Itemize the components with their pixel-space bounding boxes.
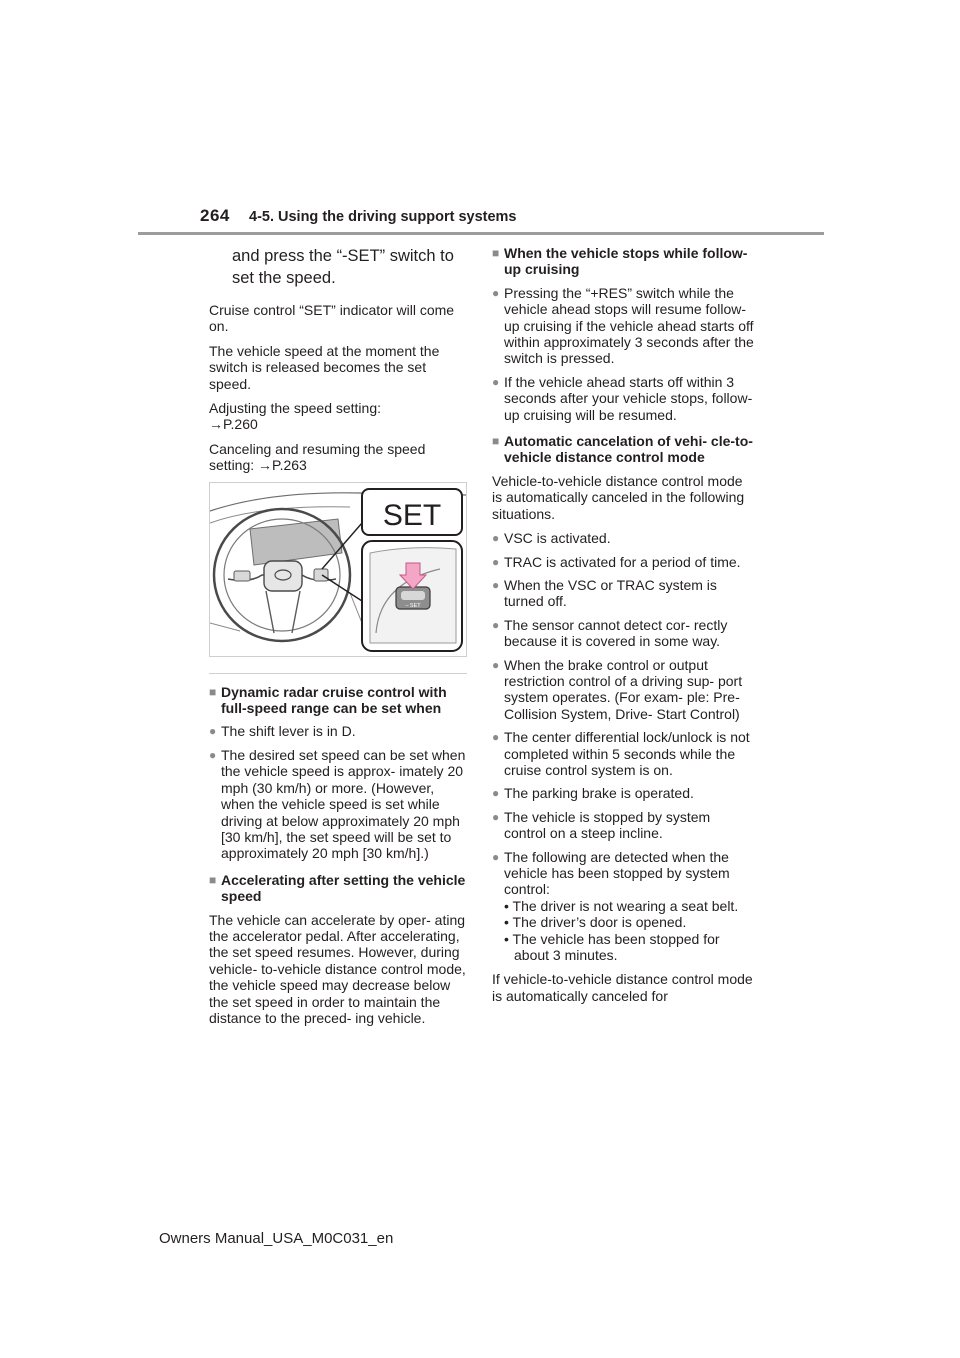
heading-text: Accelerating after setting the vehicle speed <box>221 871 466 905</box>
list-item <box>492 577 754 610</box>
page-reference-link[interactable] <box>209 416 258 432</box>
list-item <box>492 374 754 423</box>
section-heading <box>492 433 754 466</box>
list-item <box>209 747 469 862</box>
page-reference-link[interactable] <box>258 457 307 473</box>
bullet-icon: ● <box>492 577 500 592</box>
list-item <box>492 785 754 801</box>
list-item-text: The shift lever is in D. <box>221 723 356 740</box>
list-item <box>492 617 754 650</box>
square-bullet-icon: ■ <box>492 246 500 260</box>
list-item-text: The center differential lock/unlock is not completed within 5 seconds while the cruise control system is on. <box>504 729 750 778</box>
list-item <box>209 723 469 739</box>
section-heading <box>492 245 754 278</box>
list-item-text: The desired set speed can be set when the vehicle speed is approx- imately 20 mph (30 km/h) or more. (However, when the vehicle speed is set while driving at below approximately 20 mph [30 km/h], the set speed will be set to approximately 20 mph [30 km/h].) <box>221 746 466 862</box>
bullet-icon: ● <box>209 724 217 739</box>
footer-document-id: Owners Manual_USA_M0C031_en <box>159 1230 394 1247</box>
bullet-icon: ● <box>492 809 500 824</box>
bullet-icon: ● <box>492 554 500 569</box>
set-switch-label: – SET <box>405 602 421 609</box>
bullet-icon: ● <box>492 786 500 801</box>
square-bullet-icon: ■ <box>209 872 217 887</box>
paragraph: If vehicle-to-vehicle distance control mode is automatically canceled for <box>492 971 753 1004</box>
set-callout-label: SET <box>382 498 442 532</box>
bullet-icon: ● <box>209 747 217 762</box>
list-item-text: When the VSC or TRAC system is turned off. <box>504 576 717 610</box>
step-continuation: and press the “-SET” switch to set the speed. <box>232 247 454 287</box>
bullet-icon: ● <box>492 849 500 864</box>
list-item-text: The vehicle is stopped by system control on a steep incline. <box>504 808 711 842</box>
list-item <box>492 657 754 723</box>
list-item-text: VSC is activated. <box>504 530 611 547</box>
cancel-resume-text: Canceling and resuming the speed setting: <box>209 440 426 474</box>
bullet-icon: ● <box>492 374 500 389</box>
square-bullet-icon: ■ <box>492 434 500 449</box>
bullet-icon: ● <box>492 531 500 546</box>
adjust-speed-text: Adjusting the speed setting: <box>209 400 382 417</box>
list-item-text: Pressing the “+RES” switch while the vehicle ahead stops will resume follow-up cruising if the vehicle ahead starts off within approximately 3 seconds after the switch is pressed. <box>504 284 754 367</box>
list-item-text: The following are detected when the vehicle has been stopped by system control: <box>504 848 730 898</box>
left-column <box>209 245 469 1034</box>
list-item <box>492 849 754 898</box>
cancel-resume-paragraph <box>209 441 469 474</box>
bullet-icon: ● <box>492 285 500 300</box>
list-item-text: If the vehicle ahead starts off within 3 seconds after your vehicle stops, follow-up cruising will be resumed. <box>504 373 753 423</box>
paragraph: The vehicle can accelerate by oper- ating the accelerator pedal. After accelerating, the set speed resumes. However, during vehicle- to-vehicle distance control mode, the vehicle speed may decrease below the set speed in order to maintain the distance to the preced- ing vehicle. <box>209 911 466 1026</box>
section-heading <box>209 872 469 905</box>
steering-wheel-illustration <box>209 482 467 657</box>
heading-text: When the vehicle stops while follow-up cruising <box>504 245 748 278</box>
header-rule <box>138 232 824 235</box>
paragraph: Vehicle-to-vehicle distance control mode is automatically canceled in the following situations. <box>492 472 745 522</box>
sub-list-item: • The driver is not wearing a seat belt. <box>504 897 739 914</box>
list-item-text: When the brake control or output restriction control of a driving sup- port system operates. (For exam- ple: Pre-Collision System, Drive- Start Control) <box>504 656 743 722</box>
list-item <box>492 285 754 367</box>
sub-list <box>492 898 754 964</box>
paragraph: Cruise control “SET” indicator will come on. <box>209 302 455 335</box>
heading-text: Automatic cancelation of vehi- cle-to-vehicle distance control mode <box>504 433 753 466</box>
page-number: 264 <box>200 206 230 225</box>
right-column <box>492 245 754 1012</box>
sub-list-item: • The driver’s door is opened. <box>504 914 687 931</box>
bullet-icon: ● <box>492 617 500 632</box>
paragraph: The vehicle speed at the moment the switch is released becomes the set speed. <box>209 342 440 392</box>
arrow-right-icon: → <box>209 416 223 433</box>
section-title: 4-5. Using the driving support systems <box>249 209 517 225</box>
heading-text: Dynamic radar cruise control with full-speed range can be set when <box>221 683 447 717</box>
bullet-icon: ● <box>492 657 500 672</box>
divider <box>209 673 467 674</box>
page-reference: P.263 <box>272 457 307 474</box>
list-item <box>492 554 754 570</box>
square-bullet-icon: ■ <box>209 684 217 699</box>
list-item-text: TRAC is activated for a period of time. <box>504 553 741 570</box>
list-item-text: The sensor cannot detect cor- rectly because it is covered in some way. <box>504 616 728 650</box>
list-item <box>492 729 754 778</box>
page-reference: P.260 <box>223 416 258 433</box>
list-item <box>492 809 754 842</box>
list-item <box>492 530 754 546</box>
sub-list-item: • The vehicle has been stopped for about 3 minutes. <box>504 930 720 964</box>
bullet-icon: ● <box>492 730 500 745</box>
arrow-right-icon: → <box>258 457 273 474</box>
adjust-speed-paragraph <box>209 400 469 433</box>
list-item-text: The parking brake is operated. <box>504 785 694 802</box>
section-heading <box>209 684 469 717</box>
steering-wheel-diagram <box>210 483 466 656</box>
